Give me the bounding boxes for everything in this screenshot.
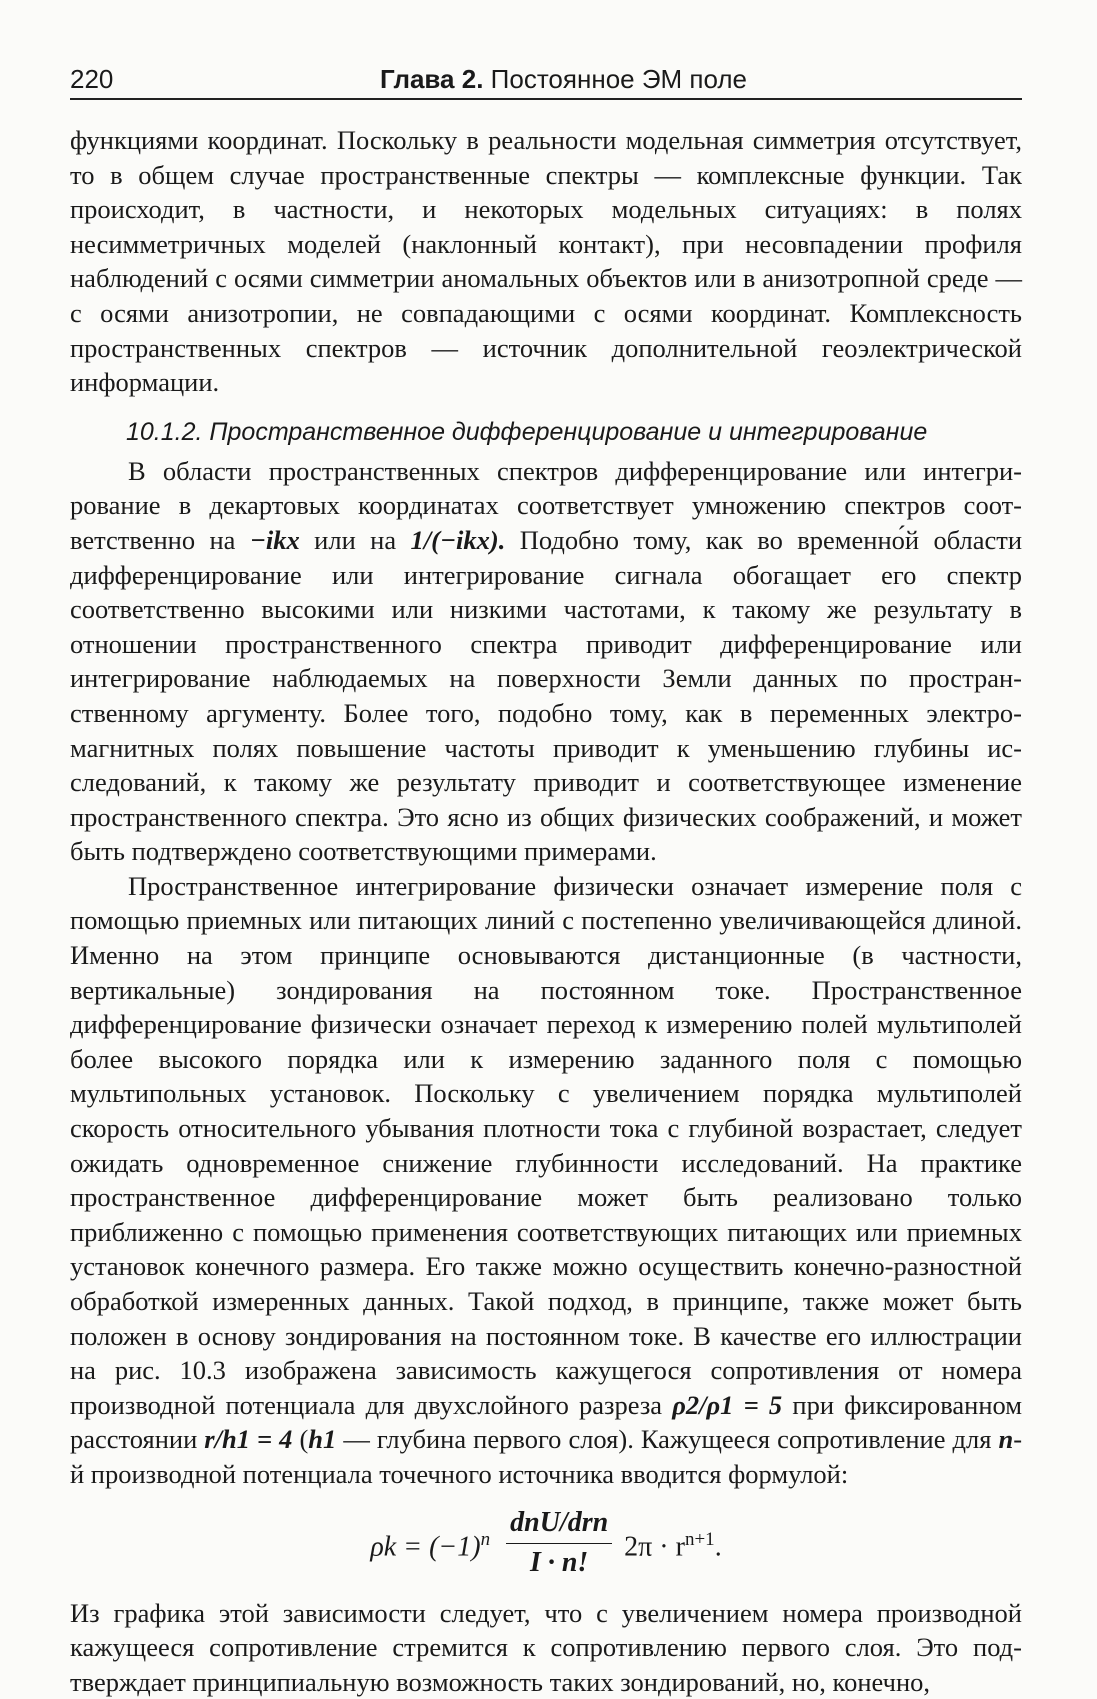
paragraph-1 xyxy=(70,454,1022,869)
p2-text-c: ( xyxy=(299,1424,309,1455)
paragraph-intro: функциями координат. Поскольку в реальности модельная симметрия отсутствует, то в общем случае пространственные спектры — комплексные функции. Так происходит, в частности, и некоторых модельных ситуациях: в полях несимметричных моделей (наклонный контакт), при несовпадении профиля наблюдений с осями симметрии аномальных объектов или в анизотропной среде — с осями анизотропии, не совпадающими с осями координат. Комплексность пространственных спектров — источник дополнительной геоэлектрической информации. xyxy=(70,125,1022,398)
page-number: 220 xyxy=(70,64,114,94)
body-text xyxy=(70,123,1022,1699)
p1-math-2: 1/(−ikx). xyxy=(410,524,506,555)
formula-fraction xyxy=(506,1506,612,1580)
paragraph-3: Из графика этой зависимости следует, что с увеличением номера производной кажущееся сопротивление стремится к сопротивлению первого слоя. Это подтверждает принципиальную возможность таких зондирований, но, конечно, xyxy=(70,1597,1022,1697)
formula-apparent-resistivity xyxy=(70,1494,1022,1594)
formula-lhs xyxy=(370,1523,490,1565)
p2-math-1: ρ2/ρ1 = 5 xyxy=(672,1389,783,1420)
p1-text-c: Подобно тому, как во временно́й области дифференцирование или интегрирование сигнала обогащает его спектр соответственно высокими или низкими частотами, к такому же результату в отношении пространственного спектра приводит дифференцирование или интегрирование наблюдаемых на поверхности Земли данных по пространственному аргументу. Более того, подобно тому, как в переменных электромагнитных полях повышение частоты приводит к уменьшению глубины исследований, к такому же результату приводит и соответствующее изменение пространственного спектра. Это ясно из общих физических соображений, и может быть подтверждено соответствующими примерами. xyxy=(70,524,1023,867)
p2-text-b: при фиксированном расстоянии xyxy=(70,1389,1023,1455)
formula-numerator: dnU/drn xyxy=(506,1506,612,1544)
p1-math-1: −ikx xyxy=(249,524,300,555)
running-head xyxy=(380,64,747,94)
formula-tail-text: 2π · r xyxy=(624,1530,685,1562)
formula-lhs-text: ρk = (−1) xyxy=(370,1530,481,1562)
formula-tail xyxy=(624,1523,722,1565)
p2-math-4: n xyxy=(998,1424,1014,1455)
formula-lhs-exp: n xyxy=(480,1528,491,1550)
chapter-title: Постоянное ЭМ поле xyxy=(490,64,748,94)
section-title: 10.1.2. Пространственное дифференцирование и интегрирование xyxy=(126,417,928,446)
p2-text-d: — глубина первого слоя). Кажущееся сопротивление для xyxy=(343,1424,992,1455)
formula-end: . xyxy=(714,1530,722,1562)
p2-text-e: -й производной потенциала точечного источника вводится формулой: xyxy=(70,1424,1023,1489)
p1-text-b: или на xyxy=(314,524,397,555)
formula-tail-exp: n+1 xyxy=(684,1528,715,1550)
p1-text-a: В области пространственных спектров дифференцирование или интегрирование в декартовых координатах соответствует умножению спектров соответственно на xyxy=(70,455,1022,555)
chapter-label: Глава 2. xyxy=(380,64,484,94)
p2-math-2: r/h1 = 4 xyxy=(204,1424,293,1455)
p2-math-3: h1 xyxy=(308,1424,337,1455)
formula-denominator: I · n! xyxy=(529,1547,589,1579)
page-header xyxy=(70,64,1022,100)
p2-text-a: Пространственное интегрирование физически означает измерение поля с помощью приемных или питающих линий с постепенно увеличивающейся длиной. Именно на этом принципе основываются дистанционные (в частности, вертикальные) зондирования на постоянном токе. Пространственное дифференцирование физически означает переход к измерению полей мультиполей более высокого порядка или к измерению заданного поля с помощью мультипольных установок. Поскольку с увеличением порядка мультиполей скорость относительного убывания плотности тока с глубиной возрастает, следует ожидать одновременное снижение глубинности исследований. На практике пространственное дифференцирование может быть реализовано только приближенно с помощью применения соответствующих питающих или приемных установок конечного размера. Его также можно осуществить конечно-разностной обработкой измеренных данных. Такой подход, в принципе, также может быть положен в основу зондирования на постоянном токе. В качестве его иллюстрации на рис. 10.3 изображена зависимость кажущегося сопротивления от номера производной потенциала для двухслойного разреза xyxy=(70,870,1022,1420)
paragraph-2 xyxy=(70,869,1022,1492)
